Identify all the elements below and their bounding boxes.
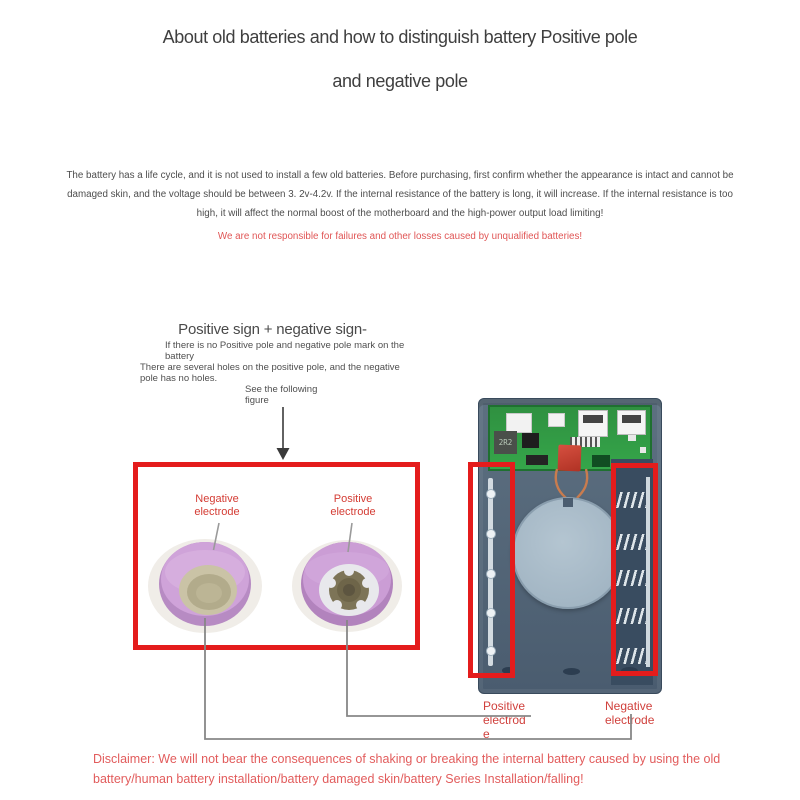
page-title: [0, 24, 800, 94]
powerbank-negative-label: Negative electrode: [605, 699, 655, 727]
negative-battery-photo: [145, 532, 265, 640]
sign-guide-note-2: There are several holes on the positive pole, and the negative pole has no holes.: [140, 362, 400, 384]
recess-notch: [563, 498, 573, 507]
positive-electrode-label: Positive electrode: [330, 493, 376, 518]
positive-highlight-box: [468, 462, 515, 678]
sign-guide-heading: Positive sign + negative sign-: [178, 321, 367, 338]
disclaimer-text: Disclaimer: We will not bear the consequences of shaking or breaking the internal battery caused by using the old battery/human battery installation/battery damaged skin/battery Series Installation/falling!: [93, 752, 721, 787]
case-slot: [563, 668, 580, 675]
positive-battery-photo: [287, 532, 407, 640]
powerbank-positive-label: Positive electrode: [483, 699, 526, 741]
inductor-label: 2R2: [498, 438, 513, 447]
negative-highlight-box: [611, 463, 658, 676]
negative-electrode-label: Negative electrode: [194, 493, 240, 518]
warning-text: We are not responsible for failures and other losses caused by unqualified batteries!: [217, 231, 583, 242]
battery-figure-frame: [133, 462, 420, 650]
sign-guide-note-3: See the following figure: [245, 384, 318, 406]
title-line-1: About old batteries and how to distinguish battery Positive pole: [162, 27, 638, 47]
title-line-2: and negative pole: [332, 71, 468, 91]
coil-recess: [512, 497, 624, 609]
intro-paragraph: The battery has a life cycle, and it is not used to install a few old batteries. Before purchasing, first confirm whether the appearance is intact and cannot be damaged skin, and the voltage should be between 3. 2v-4.2v. If the internal resistance of the battery is long, it will increase. If the internal resistance is too high, it will affect the normal boost of the motherboard and the high-power output load limiting!: [66, 170, 734, 219]
sign-guide-note-1: If there is no Positive pole and negative pole mark on the battery: [165, 340, 405, 362]
